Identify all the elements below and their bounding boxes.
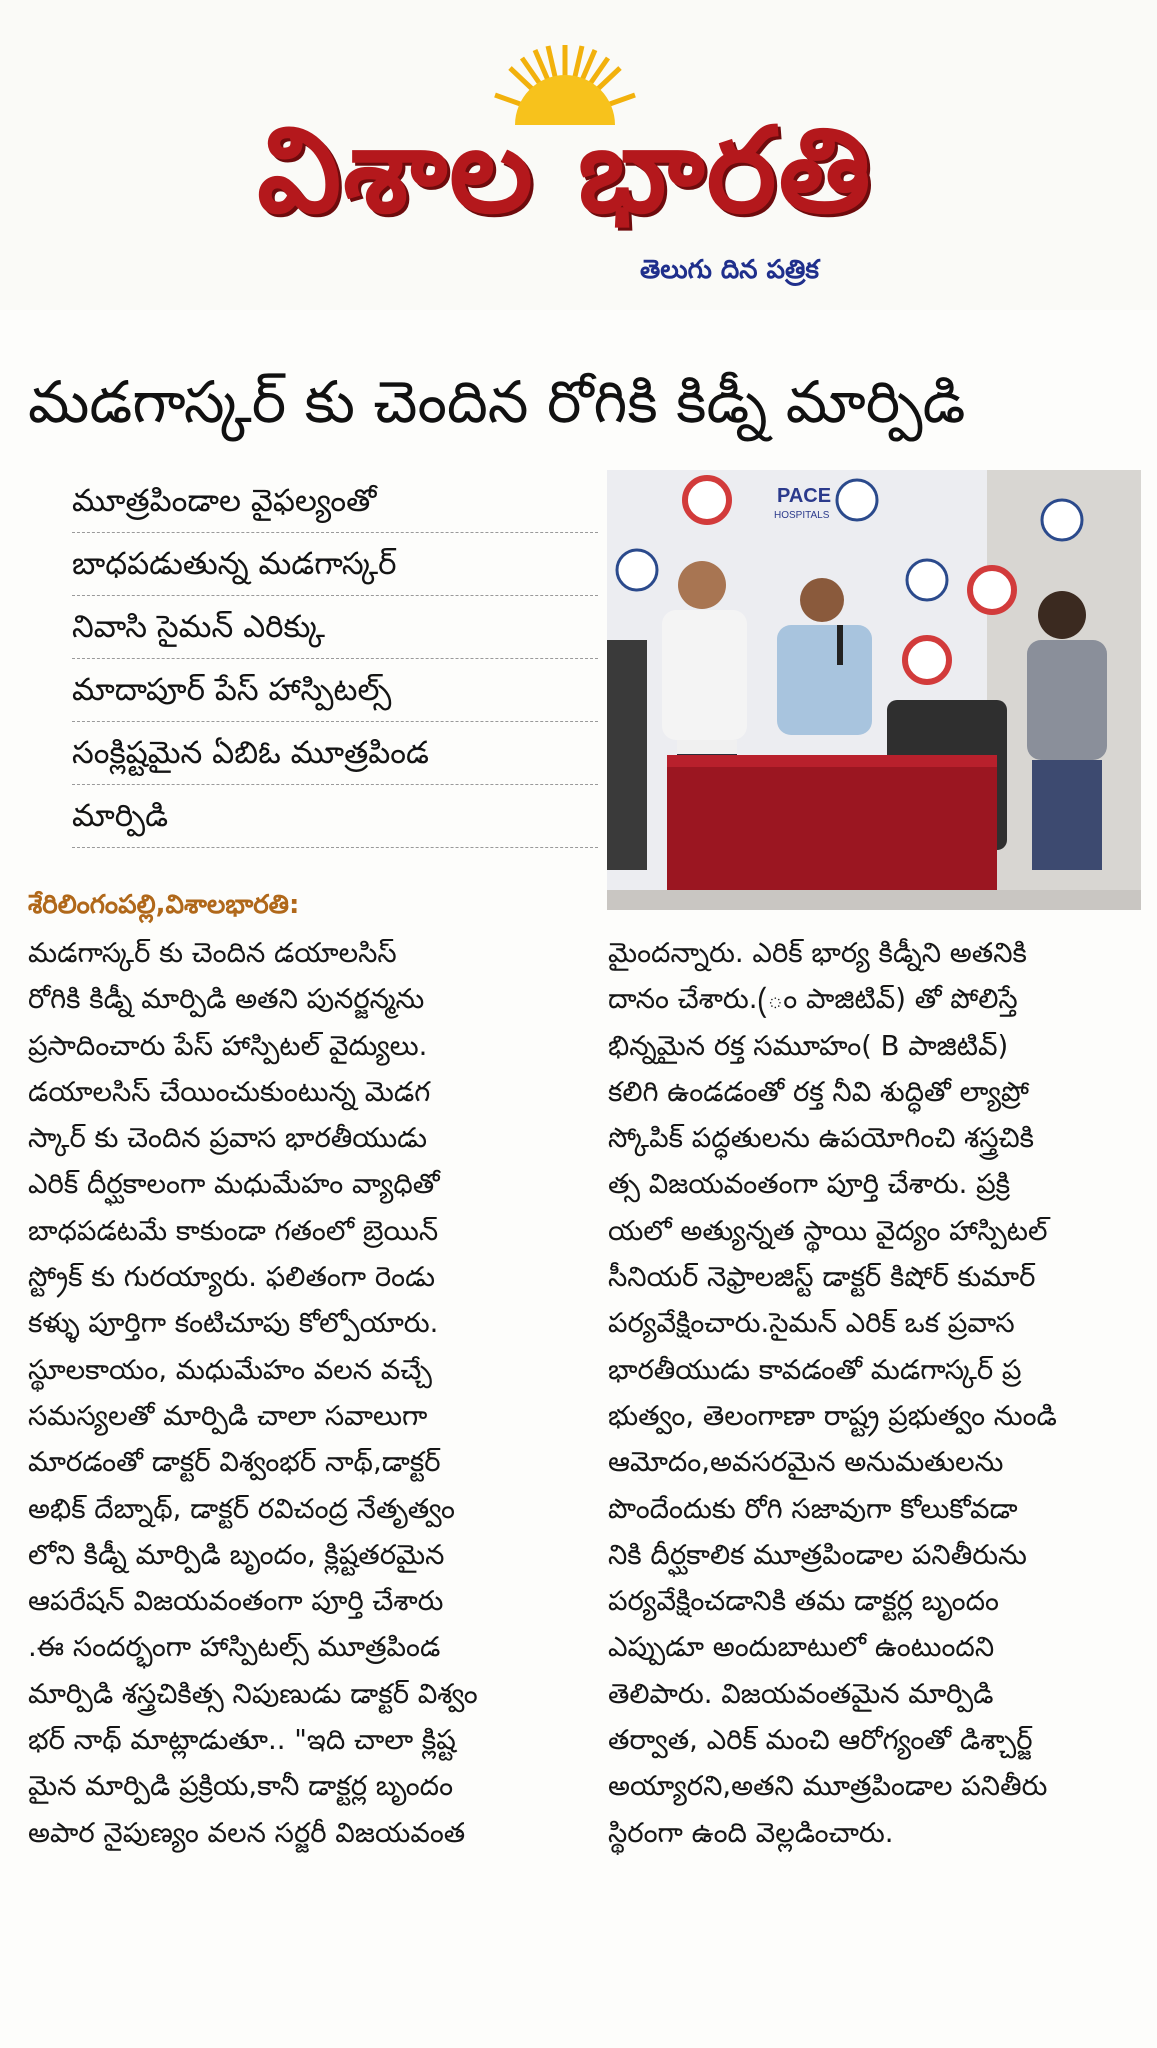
bullet-text: మార్పిడి	[72, 798, 169, 834]
article-headline: మడగాస్కర్ కు చెందిన రోగికి కిడ్నీ మార్పిడి	[28, 368, 966, 436]
bullet-text: మాదాపూర్ పేస్ హాస్పిటల్స్	[72, 672, 392, 708]
bullet-text: సంక్లిష్టమైన ఏబిఓ మూత్రపిండ	[72, 735, 429, 771]
bullet-text: మూత్రపిండాల వైఫల్యంతో	[72, 483, 377, 519]
photo-banner-text: PACE	[777, 485, 832, 507]
red-table	[667, 740, 997, 900]
bullet-line	[72, 722, 598, 785]
newspaper-title: విశాల భారతి	[257, 101, 873, 239]
newspaper-tagline: తెలుగు దిన పత్రిక	[640, 255, 819, 285]
photo-banner-sub: HOSPITALS	[774, 510, 830, 521]
bullet-line	[72, 470, 598, 533]
bullet-line	[72, 785, 598, 848]
bullet-line	[72, 596, 598, 659]
dateline: శేరిలింగంపల్లి,విశాలభారతి:	[28, 890, 300, 920]
bullet-text: నివాసి సైమన్ ఎరిక్కు	[72, 609, 325, 645]
press-conference-photo	[607, 470, 1141, 910]
press-conference-illustration	[607, 470, 1141, 910]
highlight-bullets	[28, 470, 598, 848]
article-body-left-column: మడగాస్కర్ కు చెందిన డయాలసిస్ రోగికి కిడ్నీ మార్పిడి అతని పునర్జన్మను ప్రసాదించారు పేస్ హాస్పిటల్ వైద్యులు. డయాలసిస్ చేయించుకుంటున్న మెడగ స్కార్ కు చెందిన ప్రవాస భారతీయుడు ఎరిక్ దీర్ఘకాలంగా మధుమేహం వ్యాధితో బాధపడటమే కాకుండా గతంలో బ్రెయిన్ స్ట్రోక్ కు గురయ్యారు. ఫలితంగా రెండు కళ్ళు పూర్తిగా కంటిచూపు కోల్పోయారు. స్థూలకాయం, మధుమేహం వలన వచ్చే సమస్యలతో మార్పిడి చాలా సవాలుగా మారడంతో డాక్టర్ విశ్వంభర్ నాథ్,డాక్టర్ అభిక్ దేబ్నాథ్, డాక్టర్ రవిచంద్ర నేతృత్వం లోని కిడ్నీ మార్పిడి బృందం, క్లిష్టతరమైన ఆపరేషన్ విజయవంతంగా పూర్తి చేశారు .ఈ సందర్భంగా హాస్పిటల్స్ మూత్రపిండ మార్పిడి శస్త్రచికిత్స నిపుణుడు డాక్టర్ విశ్వం భర్ నాథ్ మాట్లాడుతూ.. "ఇది చాలా క్లిష్ట మైన మార్పిడి ప్రక్రియ,కానీ డాక్టర్ల బృందం అపార నైపుణ్యం వలన సర్జరీ విజయవంత	[28, 937, 478, 1849]
article-body-right-column: మైందన్నారు. ఎరిక్ భార్య కిడ్నీని అతనికి దానం చేశారు.(ం పాజిటివ్) తో పోలిస్తే భిన్నమైన రక్త సమూహం( B పాజిటివ్) కలిగి ఉండడంతో రక్త నీవి శుద్ధితో ల్యాప్రో స్కోపిక్ పద్ధతులను ఉపయోగించి శస్త్రచికి త్స విజయవంతంగా పూర్తి చేశారు. ప్రక్రి యలో అత్యున్నత స్థాయి వైద్యం హాస్పిటల్ సీనియర్ నెఫ్రాలజిస్ట్ డాక్టర్ కిషోర్ కుమార్ పర్యవేక్షించారు.సైమన్ ఎరిక్ ఒక ప్రవాస భారతీయుడు కావడంతో మడగాస్కర్ ప్ర భుత్వం, తెలంగాణా రాష్ట్ర ప్రభుత్వం నుండి ఆమోదం,అవసరమైన అనుమతులను పొందేందుకు రోగి సజావుగా కోలుకోవడా నికి దీర్ఘకాలిక మూత్రపిండాల పనితీరును పర్యవేక్షించడానికి తమ డాక్టర్ల బృందం ఎప్పుడూ అందుబాటులో ఉంటుందని తెలిపారు. విజయవంతమైన మార్పిడి తర్వాత, ఎరిక్ మంచి ఆరోగ్యంతో డిశ్చార్జ్ అయ్యారని,అతని మూత్రపిండాల పనితీరు స్థిరంగా ఉంది వెల్లడించారు.	[608, 937, 1057, 1849]
masthead	[0, 0, 1157, 310]
bullet-line	[72, 533, 598, 596]
bullet-text: బాధపడుతున్న మడగాస్కర్	[72, 546, 397, 582]
bullet-line	[72, 659, 598, 722]
